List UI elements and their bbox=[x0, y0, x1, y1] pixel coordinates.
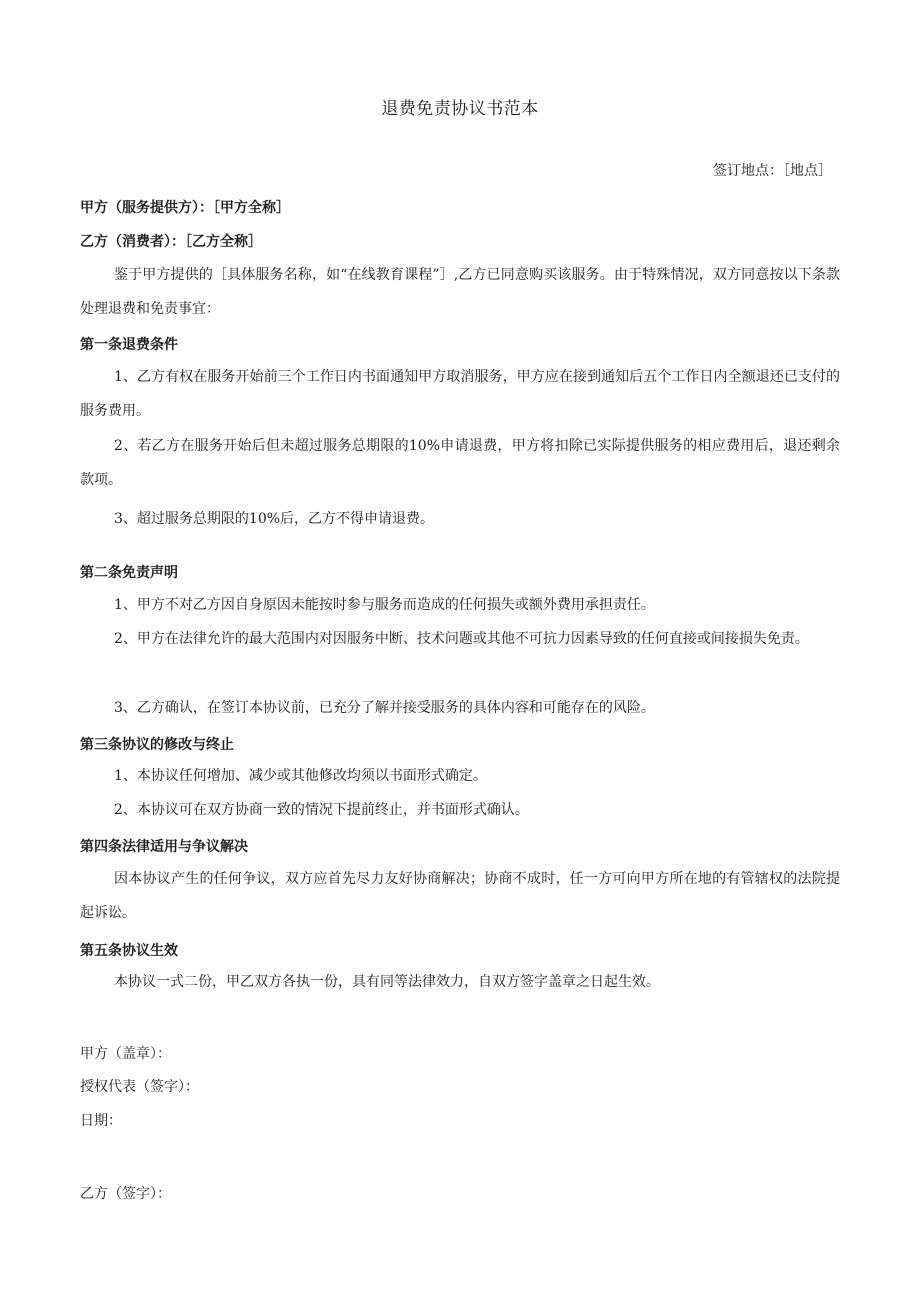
party-b-sign-line: 乙方（签字）： bbox=[80, 1186, 171, 1202]
section-5-clause-1: 本协议一式二份，甲乙双方各执一份，具有同等法律效力，自双方签字盖章之日起生效。 bbox=[114, 974, 660, 990]
section-3-clause-2: 2、本协议可在双方协商一致的情况下提前终止，并书面形式确认。 bbox=[114, 802, 529, 818]
section-3-clause-1: 1、本协议任何增加、减少或其他修改均须以书面形式确定。 bbox=[114, 768, 487, 784]
section-1-clause-2: 2、若乙方在服务开始后但未超过服务总期限的10%申请退费，甲方将扣除已实际提供服务的相应费用后，退还剩余款项。 bbox=[80, 438, 840, 488]
section-1-clause-3: 3、超过服务总期限的10%后，乙方不得申请退费。 bbox=[114, 511, 435, 527]
sign-place: 签订地点：［地点］ bbox=[713, 163, 832, 179]
section-1-clause-1: 1、乙方有权在服务开始前三个工作日内书面通知甲方取消服务，甲方应在接到通知后五个工作日内全额退还已支付的服务费用。 bbox=[80, 369, 840, 419]
section-4-heading: 第四条法律适用与争议解决 bbox=[80, 839, 248, 855]
section-2-clause-3: 3、乙方确认，在签订本协议前，已充分了解并接受服务的具体内容和可能存在的风险。 bbox=[114, 700, 655, 716]
section-3-heading: 第三条协议的修改与终止 bbox=[80, 737, 234, 753]
intro-paragraph: 鉴于甲方提供的［具体服务名称，如“在线教育课程”］,乙方已同意购买该服务。由于特殊情况，双方同意按以下条款处理退费和免责事宜： bbox=[80, 267, 840, 317]
section-5-heading: 第五条协议生效 bbox=[80, 943, 178, 959]
party-a-seal-line: 甲方（盖章）： bbox=[80, 1046, 171, 1062]
party-a-line: 甲方（服务提供方）：［甲方全称］ bbox=[80, 200, 290, 216]
section-2-clause-2: 2、甲方在法律允许的最大范围内对因服务中断、技术问题或其他不可抗力因素导致的任何直接或间接损失免责。 bbox=[114, 631, 809, 647]
document-title: 退费免责协议书范本 bbox=[381, 99, 539, 119]
section-4-clause-1: 因本协议产生的任何争议，双方应首先尽力友好协商解决；协商不成时，任一方可向甲方所在地的有管辖权的法院提起诉讼。 bbox=[80, 871, 840, 921]
section-2-heading: 第二条免责声明 bbox=[80, 565, 178, 581]
authorized-rep-line: 授权代表（签字）： bbox=[80, 1079, 199, 1095]
section-2-clause-1: 1、甲方不对乙方因自身原因未能按时参与服务而造成的任何损失或额外费用承担责任。 bbox=[114, 597, 655, 613]
section-1-heading: 第一条退费条件 bbox=[80, 337, 178, 353]
date-line: 日期： bbox=[80, 1113, 122, 1129]
party-b-line: 乙方（消费者）：［乙方全称］ bbox=[80, 234, 262, 250]
